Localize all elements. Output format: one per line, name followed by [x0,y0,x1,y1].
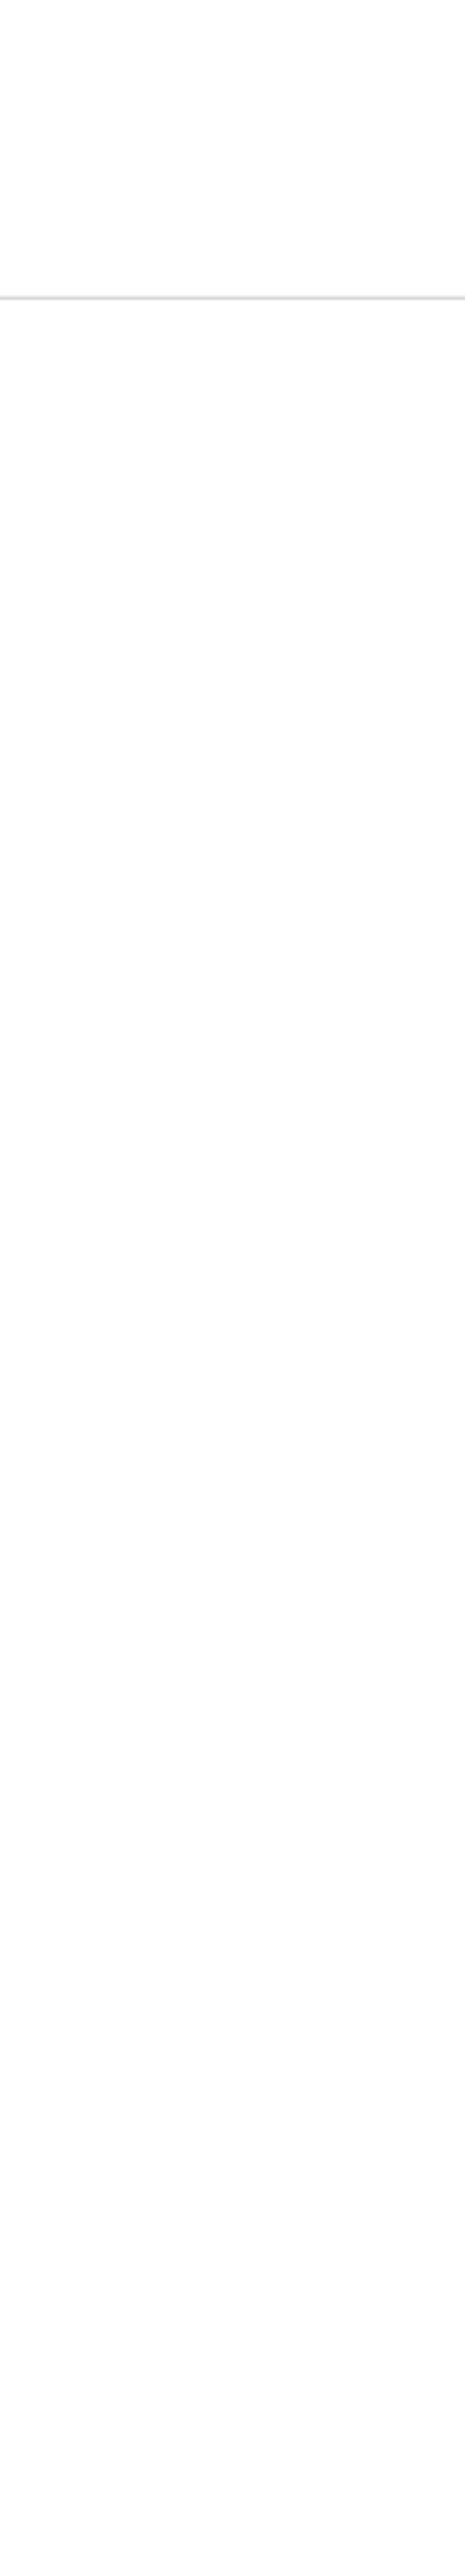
section-divider [0,294,465,301]
